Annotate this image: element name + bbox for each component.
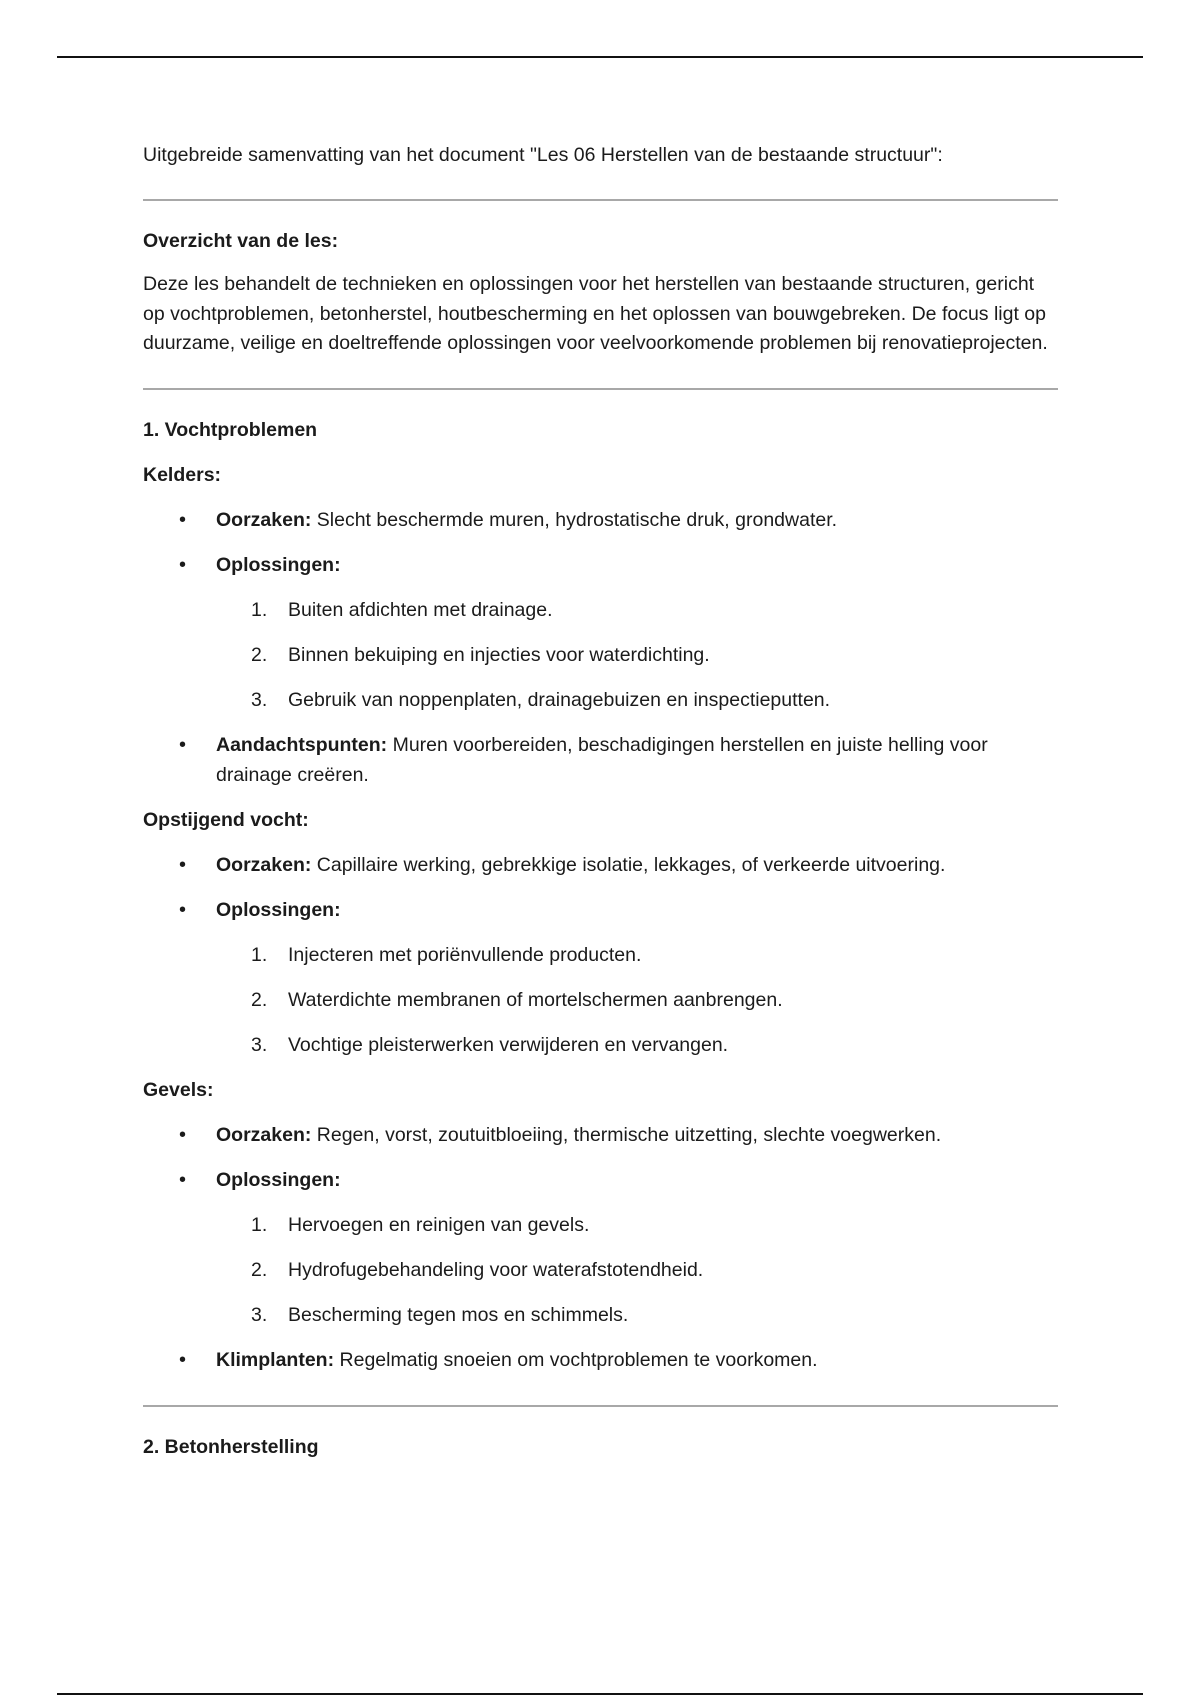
page-bottom-rule [57, 1693, 1143, 1695]
item-text: Bescherming tegen mos en schimmels. [288, 1303, 629, 1326]
numbered-list [143, 1210, 1058, 1330]
numbered-item [143, 1030, 1058, 1060]
section-heading-betonherstelling: 2. Betonherstelling [143, 1435, 319, 1458]
item-text: Gebruik van noppenplaten, drainagebuizen en inspectieputten. [288, 688, 831, 711]
divider [143, 1405, 1058, 1407]
list-item [143, 850, 1058, 880]
overview-heading: Overzicht van de les: [143, 230, 339, 252]
numbered-item [143, 1255, 1058, 1285]
numbered-list [143, 595, 1058, 715]
bullet-label: Oplossingen: [216, 898, 341, 921]
item-text: Vochtige pleisterwerken verwijderen en vervangen. [288, 1033, 729, 1056]
numbered-item [143, 1210, 1058, 1240]
subheading-opstijgend-vocht: Opstijgend vocht: [143, 808, 309, 831]
list-item [143, 1345, 1058, 1375]
kelders-list [143, 505, 1058, 790]
divider [143, 199, 1058, 201]
bullet-label: Oplossingen: [216, 1168, 341, 1191]
numbered-item [143, 640, 1058, 670]
bullet-label: Oorzaken: [216, 853, 312, 876]
page-top-rule [57, 56, 1143, 58]
item-text: Injecteren met poriënvullende producten. [288, 943, 642, 966]
bullet-label: Oorzaken: [216, 508, 312, 531]
list-item [143, 1120, 1058, 1150]
bullet-text: Regen, vorst, zoutuitbloeiing, thermische uitzetting, slechte voegwerken. [311, 1123, 942, 1146]
numbered-list [143, 940, 1058, 1060]
item-number: 2. [251, 643, 268, 666]
item-number: 3. [251, 1033, 268, 1056]
item-text: Buiten afdichten met drainage. [288, 598, 553, 621]
list-item [143, 505, 1058, 535]
gevels-list [143, 1120, 1058, 1375]
list-item [143, 1165, 1058, 1330]
opstijgend-list [143, 850, 1058, 1060]
item-number: 1. [251, 598, 268, 621]
numbered-item [143, 985, 1058, 1015]
subheading-gevels: Gevels: [143, 1078, 214, 1101]
intro-line: Uitgebreide samenvatting van het document "Les 06 Herstellen van de bestaande structuur": [143, 144, 943, 166]
item-number: 3. [251, 1303, 268, 1326]
item-number: 3. [251, 688, 268, 711]
bullet-text: Slecht beschermde muren, hydrostatische druk, grondwater. [311, 508, 838, 531]
bullet-label: Aandachtspunten: [216, 733, 388, 756]
list-item [143, 550, 1058, 715]
numbered-item [143, 940, 1058, 970]
list-item [143, 730, 1058, 790]
section-heading-vochtproblemen: 1. Vochtproblemen [143, 418, 318, 441]
numbered-item [143, 595, 1058, 625]
divider [143, 388, 1058, 390]
item-number: 2. [251, 988, 268, 1011]
bullet-label: Oplossingen: [216, 553, 341, 576]
bullet-text: Capillaire werking, gebrekkige isolatie, lekkages, of verkeerde uitvoering. [311, 853, 946, 876]
subheading-kelders: Kelders: [143, 463, 222, 486]
bullet-label: Oorzaken: [216, 1123, 312, 1146]
bullet-text: Muren voorbereiden, beschadigingen herstellen en juiste helling voor drainage creëren. [216, 733, 988, 786]
bullet-text: Regelmatig snoeien om vochtproblemen te voorkomen. [334, 1348, 818, 1371]
item-number: 1. [251, 1213, 268, 1236]
numbered-item [143, 685, 1058, 715]
overview-paragraph: Deze les behandelt de technieken en oplossingen voor het herstellen van bestaande structuren, gericht op vochtproblemen, betonherstel, houtbescherming en het oplossen van bouwgebreken. De focus ligt op duurzame, veilige en doeltreffende oplossingen voor veelvoorkomende problemen bij renovatieprojecten. [143, 273, 1048, 354]
numbered-item [143, 1300, 1058, 1330]
item-text: Waterdichte membranen of mortelschermen aanbrengen. [288, 988, 783, 1011]
list-item [143, 895, 1058, 1060]
item-number: 1. [251, 943, 268, 966]
item-number: 2. [251, 1258, 268, 1281]
bullet-label: Klimplanten: [216, 1348, 335, 1371]
item-text: Hervoegen en reinigen van gevels. [288, 1213, 590, 1236]
item-text: Hydrofugebehandeling voor waterafstotendheid. [288, 1258, 704, 1281]
item-text: Binnen bekuiping en injecties voor waterdichting. [288, 643, 710, 666]
document-body [143, 140, 1058, 1462]
